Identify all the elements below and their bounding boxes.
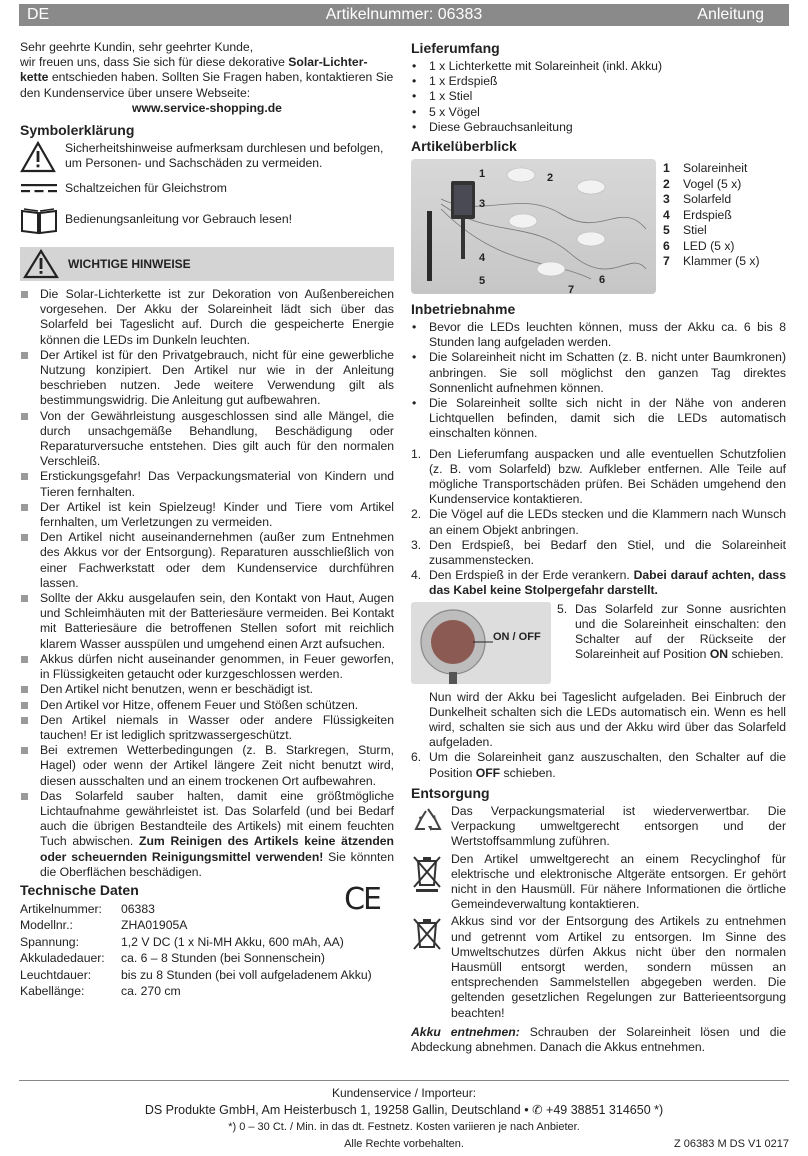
table-row: Leuchtdauer: bis zu 8 Stunden (bei voll aufgeladenem Akku) [20, 967, 372, 982]
phone-icon: ✆ [532, 1103, 543, 1117]
crossed-bin-icon [411, 853, 443, 893]
list-item: 1 Solareinheit [663, 161, 748, 176]
list-item: Den Artikel vor Hitze, offenem Feuer und Stößen schützen. [20, 698, 394, 713]
language-code: DE [27, 6, 50, 23]
setup-step-6 [411, 750, 786, 780]
list-item: • 1 x Lichterkette mit Solareinheit (inkl. Akku) [411, 59, 786, 74]
table-row: Artikelnummer: 06383 [20, 901, 155, 916]
list-item: 4 Erdspieß [663, 207, 732, 222]
recycling-icon [411, 805, 445, 839]
table-row: Spannung: 1,2 V DC (1 x Ni-MH Akku, 600 mAh, AA) [20, 934, 344, 949]
callout-4: 4 [479, 252, 486, 265]
list-item: 2 Vogel (5 x) [663, 176, 742, 191]
disposal-weee: Den Artikel umweltgerecht an einem Recyclinghof für elektrische und elektronische Altgeräte entsorgen. Er gehört nicht in den Hausmüll. Für nähere Informationen die örtliche Gemeindeverwaltung kontaktieren. [411, 852, 786, 913]
intro-text: Sehr geehrte Kundin, sehr geehrter Kunde, wir freuen uns, dass Sie sich für diese dekorative Solar-Lichter-kette entschieden haben. Sollten Sie Fragen haben, kontaktieren Sie den Kundenservice über unsere Webseite: [20, 40, 394, 100]
list-item: 4. Den Erdspieß in der Erde verankern. Dabei darauf achten, dass das Kabel keine Stolpergefahr darstellt. [411, 568, 786, 598]
list-item: 1. Den Lieferumfang auspacken und alle eventuellen Schutzfolien (z. B. vom Solarfeld) bzw. Aufkleber entfernen. Alle Teile auf mögliche Transportschäden prüfen. Bei Schäden umgehend den Kundenservice kontaktieren. [411, 446, 786, 507]
callout-7: 7 [568, 284, 575, 295]
table-row: Modellnr.: ZHA01905A [20, 918, 188, 933]
setup-heading: Inbetriebnahme [411, 301, 516, 318]
scope-list [411, 59, 786, 135]
symbols-heading: Symbolerklärung [20, 122, 135, 139]
switch-label: ON / OFF [493, 630, 541, 643]
footer-address: DS Produkte GmbH, Am Heisterbusch 1, 19258 Gallin, Deutschland • ✆ +49 38851 314650 *) [144, 1103, 664, 1117]
document-type: Anleitung [697, 6, 764, 23]
symbol-warning: Sicherheitshinweise aufmerksam durchlesen und befolgen, um Personen- und Sachschäden zu vermeiden. [20, 141, 394, 175]
step-5-continued: Nun wird der Akku bei Tageslicht aufgeladen. Bei Einbruch der Dunkelheit schalten sich die LEDs automatisch ein. Wenn es hell wird, schalten sie sich aus und der Akku wird über das Solarfeld aufgeladen. [429, 689, 786, 750]
website-link[interactable]: www.service-shopping.de [132, 100, 282, 115]
list-item: Der Artikel ist kein Spielzeug! Kinder und Tiere vom Artikel fernhalten, um Verletzungen zu vermeiden. [20, 500, 394, 530]
warning-triangle-icon [23, 249, 59, 279]
disposal-battery: Akkus sind vor der Entsorgung des Artikels zu entnehmen und getrennt vom Artikel zu entsorgen. Im Sinne des Umweltschutzes dürfen Akkus nicht über den normalen Hausmüll entsorgt werden, sondern müssen an entsprechenden Sammelstellen abgegeben werden. Die geltenden gesetzlichen Regelungen zur Batterieentsorgung beachten! [411, 914, 786, 1020]
overview-heading: Artikelüberblick [411, 138, 517, 155]
list-item: Erstickungsgefahr! Das Verpackungsmaterial von Kindern und Tieren fernhalten. [20, 469, 394, 499]
overview-section [411, 159, 786, 299]
list-item: • Die Solareinheit sollte sich nicht in der Nähe von anderen Lichtquellen befinden, damit sich die LEDs automatisch einschalten können. [411, 396, 786, 442]
product-illustration [411, 159, 656, 294]
symbol-dc: Schaltzeichen für Gleichstrom [20, 181, 394, 199]
product-photo [411, 159, 656, 294]
switch-section [411, 602, 786, 686]
list-item: • 1 x Erdspieß [411, 74, 786, 89]
document-code: Z 06383 M DS V1 0217 [674, 1138, 789, 1150]
remove-battery-text: Akku entnehmen: Schrauben der Solareinheit lösen und die Abdeckung abnehmen. Danach die Akkus entnehmen. [411, 1024, 786, 1054]
tech-table [20, 901, 372, 1000]
tech-section [20, 882, 394, 1000]
list-item: 2. Die Vögel auf die LEDs stecken und die Klammern nach Wunsch an einem Objekt anbringen. [411, 507, 786, 537]
right-column [411, 40, 786, 1055]
footer-service: Kundenservice / Importeur: [331, 1086, 477, 1100]
list-item: • 5 x Vögel [411, 105, 786, 120]
footer-rights: Alle Rechte vorbehalten. [344, 1138, 464, 1150]
tech-heading: Technische Daten [20, 881, 139, 898]
switch-photo [411, 602, 551, 684]
list-item: 3 Solarfeld [663, 192, 732, 207]
list-item: 6 LED (5 x) [663, 238, 735, 253]
list-item: Die Solar-Lichterkette ist zur Dekoration von Außenbereichen vorgesehen. Der Akku der Solareinheit lädt sich über das Solarfeld bei Tageslicht auf. Durch die gespeicherte Energie können die LEDs im Dunkeln leuchten. [20, 287, 394, 348]
left-column [20, 40, 394, 1000]
list-item: 6. Um die Solareinheit ganz auszuschalten, den Schalter auf die Position OFF schieben. [411, 750, 786, 780]
callout-5: 5 [479, 275, 486, 288]
list-item: • Die Solareinheit nicht im Schatten (z. B. nicht unter Baumkronen) anbringen. Sie soll möglichst den ganzen Tag direktes Sonnenlicht aufnehmen können. [411, 350, 786, 396]
list-item: • Diese Gebrauchsanleitung [411, 120, 786, 135]
list-item: Der Artikel ist für den Privatgebrauch, nicht für eine gewerbliche Nutzung konzipiert. Den Artikel nur wie in der Anleitung beschrieben nutzen. Jede weitere Verwendung gilt als bestimmungswidrig. Die Anleitung gut aufbewahren. [20, 348, 394, 409]
setup-bullets [411, 320, 786, 442]
list-item: 7 Klammer (5 x) [663, 254, 760, 269]
list-item: Das Solarfeld sauber halten, damit eine größtmögliche Lichtaufnahme gewährleistet ist. Das Solarfeld (und bei Bedarf auch die übrigen Bestandteile des Artikels) mit einem feuchten Tuch abwischen. Zum Reinigen des Artikels keine ätzenden oder scheuernden Reinigungsmittel verwenden! Sie könnten die Oberflächen beschädigen. [20, 789, 394, 880]
table-row: Kabellänge: ca. 270 cm [20, 984, 181, 999]
ce-mark: CE [344, 881, 380, 917]
callout-6: 6 [599, 274, 606, 287]
list-item: • Bevor die LEDs leuchten können, muss der Akku ca. 6 bis 8 Stunden lang aufgeladen werden. [411, 320, 786, 350]
scope-heading: Lieferumfang [411, 40, 500, 56]
header-bar [19, 4, 789, 26]
callout-2: 2 [547, 172, 554, 185]
list-item: Von der Gewährleistung ausgeschlossen sind alle Mängel, die durch unsachgemäße Behandlung, Beschädigung oder Reparaturversuche entstehen. Dies gilt auch für den normalen Verschleiß. [20, 409, 394, 470]
list-item: Bei extremen Wetterbedingungen (z. B. Starkregen, Sturm, Hagel) oder wenn der Artikel längere Zeit nicht benutzt wird, diesen ausschalten und an einem trockenen Ort aufbewahren. [20, 743, 394, 789]
step-5: 5. Das Solarfeld zur Sonne ausrichten und die Solareinheit einschalten: den Schalter auf der Rückseite der Solareinheit auf Position ON schieben. [557, 601, 786, 662]
symbol-manual: Bedienungsanleitung vor Gebrauch lesen! [20, 207, 394, 235]
parts-list [663, 161, 760, 270]
disposal-heading: Entsorgung [411, 784, 490, 801]
crossed-bin-icon [411, 915, 443, 953]
warning-banner [20, 247, 394, 281]
list-item: Den Artikel nicht benutzen, wenn er beschädigt ist. [20, 682, 394, 697]
list-item: 3. Den Erdspieß, bei Bedarf den Stiel, und die Solareinheit zusammenstecken. [411, 537, 786, 568]
safety-hints-list [20, 287, 394, 880]
warning-triangle-icon [20, 141, 56, 173]
disposal-packaging: Das Verpackungsmaterial ist wiederverwertbar. Die Verpackung umweltgerecht entsorgen und der Wertstoffsammlung zuführen. [411, 804, 786, 850]
callout-3: 3 [479, 198, 486, 211]
direct-current-icon [20, 181, 58, 195]
list-item: Den Artikel niemals in Wasser oder andere Flüssigkeiten tauchen! Er ist lediglich spritzwassergeschützt. [20, 713, 394, 743]
list-item: Sollte der Akku ausgelaufen sein, den Kontakt von Haut, Augen und Schleimhäuten mit der Batteriesäure vermeiden. Bei Kontakt mit Batteriesäure die betroffenen Stellen sofort mit reichlich klarem Wasser ausspülen und umgehend einen Arzt aufsuchen. [20, 591, 394, 652]
table-row: Akkuladedauer: ca. 6 – 8 Stunden (bei Sonnenschein) [20, 951, 325, 966]
list-item: Akkus dürfen nicht auseinander genommen, in Feuer geworfen, in Flüssigkeiten getaucht oder kurzgeschlossen werden. [20, 652, 394, 682]
list-item: Den Artikel nicht auseinandernehmen (außer zum Entnehmen des Akkus vor der Entsorgung). Reparaturen ausschließlich von einer Fachwerkstatt oder dem Kundenservice durchführen lassen. [20, 530, 394, 591]
warning-title: WICHTIGE HINWEISE [68, 257, 191, 272]
list-item: • 1 x Stiel [411, 89, 786, 104]
footer-cost-note: *) 0 – 30 Ct. / Min. in das dt. Festnetz. Kosten variieren je nach Anbieter. [228, 1121, 580, 1133]
footer [19, 1080, 789, 1153]
callout-1: 1 [479, 168, 486, 181]
article-number: Artikelnummer: 06383 [325, 6, 483, 23]
manual-book-icon [20, 207, 58, 235]
setup-steps [411, 447, 786, 599]
list-item: 5 Stiel [663, 223, 707, 238]
